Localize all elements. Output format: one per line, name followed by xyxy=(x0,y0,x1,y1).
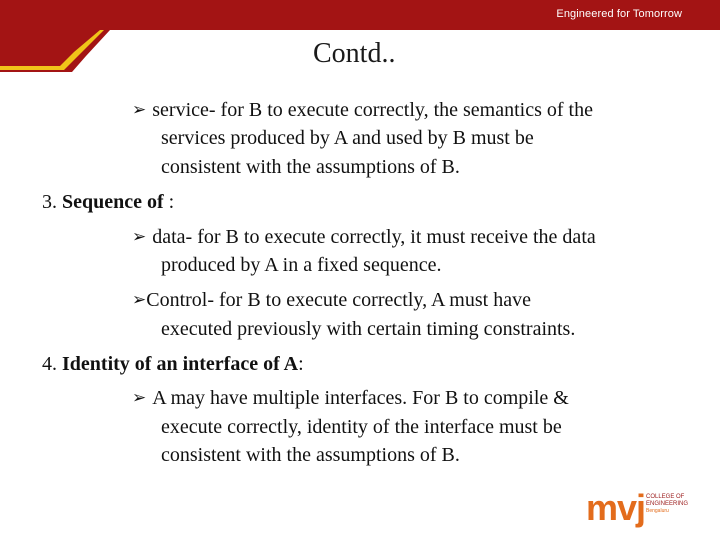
logo-mark: mvj xyxy=(586,487,646,528)
heading-number: 3. xyxy=(42,191,57,213)
numbered-heading-4 xyxy=(42,352,304,376)
line-text: Control- for B to execute correctly, A must have xyxy=(146,289,531,311)
text-line-11: execute correctly, identity of the interface must be xyxy=(161,416,562,438)
bullet-arrow-icon: ➢ xyxy=(132,290,147,310)
bullet-arrow-icon: ➢ xyxy=(132,227,147,247)
line-text: A may have multiple interfaces. For B to compile & xyxy=(152,387,569,409)
logo-line-3: Bengaluru xyxy=(646,508,669,514)
text-line-8: executed previously with certain timing constraints. xyxy=(161,318,576,340)
text-line-5 xyxy=(132,225,596,249)
logo-line-1: COLLEGE OF xyxy=(646,494,685,500)
slide-title: Contd.. xyxy=(313,38,396,69)
text-line-7 xyxy=(132,288,531,312)
text-line-2: services produced by A and used by B must be xyxy=(161,127,534,149)
text-line-6: produced by A in a fixed sequence. xyxy=(161,254,442,276)
header-tagline: Engineered for Tomorrow xyxy=(556,8,682,20)
heading-bold-text: Sequence of xyxy=(62,191,164,213)
numbered-heading-3 xyxy=(42,190,174,214)
logo-line-2: ENGINEERING xyxy=(646,501,689,507)
college-logo xyxy=(586,487,706,528)
text-line-1 xyxy=(132,98,593,122)
logo-caption xyxy=(646,494,706,515)
heading-number: 4. xyxy=(42,353,57,375)
text-line-3: consistent with the assumptions of B. xyxy=(161,156,460,178)
heading-rest: : xyxy=(298,353,304,375)
text-line-10 xyxy=(132,386,569,410)
line-text: data- for B to execute correctly, it must receive the data xyxy=(152,226,596,248)
text-line-12: consistent with the assumptions of B. xyxy=(161,444,460,466)
line-text: service- for B to execute correctly, the semantics of the xyxy=(152,99,593,121)
bullet-arrow-icon: ➢ xyxy=(132,388,147,408)
bullet-arrow-icon: ➢ xyxy=(132,100,147,120)
heading-rest: : xyxy=(163,191,175,213)
heading-bold-text: Identity of an interface of A xyxy=(62,353,299,375)
